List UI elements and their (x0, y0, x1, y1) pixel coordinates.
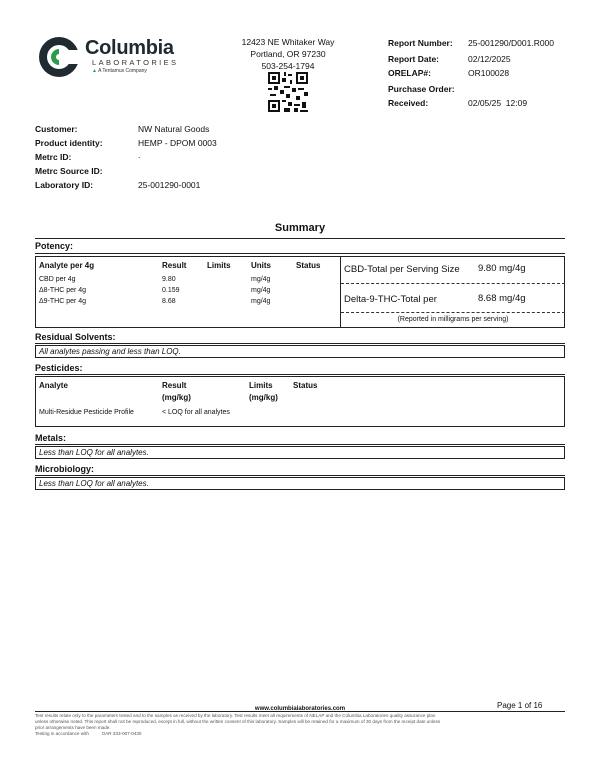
pesticides-header-limits: Limits (249, 381, 273, 390)
potency-note: (Reported in milligrams per serving) (397, 316, 509, 323)
potency-header-result: Result (162, 261, 187, 270)
purchase-order-label: Purchase Order: (388, 84, 455, 94)
pesticides-header-result: Result (162, 381, 187, 390)
page-number: Page 1 of 16 (497, 701, 543, 710)
pesticides-header-status: Status (293, 381, 318, 390)
residual-text: All analytes passing and less than LOQ. (39, 347, 181, 356)
logo-tagline: ▲ A Tentamus Company (92, 68, 147, 74)
tentamus-icon: ▲ (92, 68, 97, 74)
pesticides-header-limits-unit: (mg/kg) (249, 393, 278, 402)
address-line1: 12423 NE Whitaker Way (241, 37, 335, 47)
customer-label: Customer: (35, 124, 78, 134)
footer-website[interactable]: www.columbialaboratories.com (254, 706, 346, 712)
residual-divider (35, 343, 565, 344)
product-value: HEMP - DPOM 0003 (138, 138, 217, 148)
received-label: Received: (388, 98, 429, 108)
metals-title: Metals: (35, 433, 67, 443)
footer-line: prior arrangements have been made. (35, 725, 111, 730)
product-label: Product identity: (35, 138, 103, 148)
potency-divider (35, 253, 565, 254)
residual-title: Residual Solvents: (35, 332, 116, 342)
potency-header-limits: Limits (207, 261, 231, 270)
report-number-label: Report Number: (388, 38, 453, 48)
potency-header-analyte: Analyte per 4g (39, 261, 95, 270)
columbia-logo-icon (38, 36, 80, 78)
potency-title: Potency: (35, 241, 74, 251)
pesticides-row-analyte: Multi-Residue Pesticide Profile (39, 409, 134, 416)
pesticides-title: Pesticides: (35, 363, 83, 373)
potency-row-units: mg/4g (251, 276, 271, 283)
potency-row-units: mg/4g (251, 298, 271, 305)
address-phone: 503-254-1794 (261, 61, 315, 71)
micro-text: Less than LOQ for all analytes. (39, 479, 149, 488)
report-number: 25-001290/D001.R000 (468, 38, 555, 48)
metrc-label: Metrc ID: (35, 152, 72, 162)
pesticides-header-analyte: Analyte (39, 381, 68, 390)
potency-row-result: 0.159 (162, 287, 180, 294)
metrc-value: . (138, 150, 141, 160)
logo-subtitle: LABORATORIES (92, 58, 179, 67)
summary-divider (35, 238, 565, 239)
orelap-label: ORELAP#: (388, 68, 431, 78)
cbd-total-label: CBD-Total per Serving Size (344, 264, 460, 275)
pesticides-row-result: < LOQ for all analytes (162, 409, 230, 416)
metals-text: Less than LOQ for all analytes. (39, 448, 149, 457)
potency-row-analyte: Δ9-THC per 4g (39, 298, 87, 305)
potency-row-result: 8.68 (162, 298, 176, 305)
cbd-total-value: 9.80 mg/4g (478, 263, 526, 274)
summary-title: Summary (274, 222, 326, 234)
pesticides-divider (35, 374, 565, 375)
footer-line: Test results relate only to the parameters tested and to the samples as received by the laboratory. Test results meet all requirements of NELAP and the Columbia Laboratories quality assurance plan (35, 713, 436, 718)
address-line2: Portland, OR 97230 (250, 49, 326, 59)
potency-row-analyte: Δ8-THC per 4g (39, 287, 87, 294)
potency-dash-divider (341, 283, 565, 284)
potency-header-units: Units (251, 261, 271, 270)
footer-line: Testing in accordance with OAR 333-007-0430 (35, 731, 142, 736)
lab-id-value: 25-001290-0001 (138, 180, 201, 190)
micro-divider (35, 475, 565, 476)
received-value: 02/05/25 12:09 (468, 98, 528, 108)
potency-row-units: mg/4g (251, 287, 271, 294)
report-date-label: Report Date: (388, 54, 440, 64)
footer-divider (35, 711, 565, 712)
micro-title: Microbiology: (35, 464, 94, 474)
potency-header-status: Status (296, 261, 321, 270)
customer-value: NW Natural Goods (138, 124, 210, 134)
potency-row-result: 9.80 (162, 276, 176, 283)
d9-total-label: Delta-9-THC-Total per (344, 294, 437, 305)
metrc-source-label: Metrc Source ID: (35, 166, 103, 176)
pesticides-header-result-unit: (mg/kg) (162, 393, 191, 402)
report-date: 02/12/2025 (468, 54, 511, 64)
d9-total-value: 8.68 mg/4g (478, 293, 526, 304)
potency-dash-divider (341, 312, 565, 313)
lab-id-label: Laboratory ID: (35, 180, 94, 190)
footer-disclaimer (35, 713, 565, 737)
qr-code-icon (268, 72, 308, 112)
footer-line: unless otherwise noted. This report shall not be reproduced, except in full, without the written consent of this laboratory. Samples will be retained for a maximum of 30 days from the receipt date unless (35, 719, 441, 724)
metals-divider (35, 444, 565, 445)
orelap-number: OR100028 (468, 68, 510, 78)
logo-name: Columbia (85, 37, 174, 59)
potency-row-analyte: CBD per 4g (39, 276, 76, 283)
